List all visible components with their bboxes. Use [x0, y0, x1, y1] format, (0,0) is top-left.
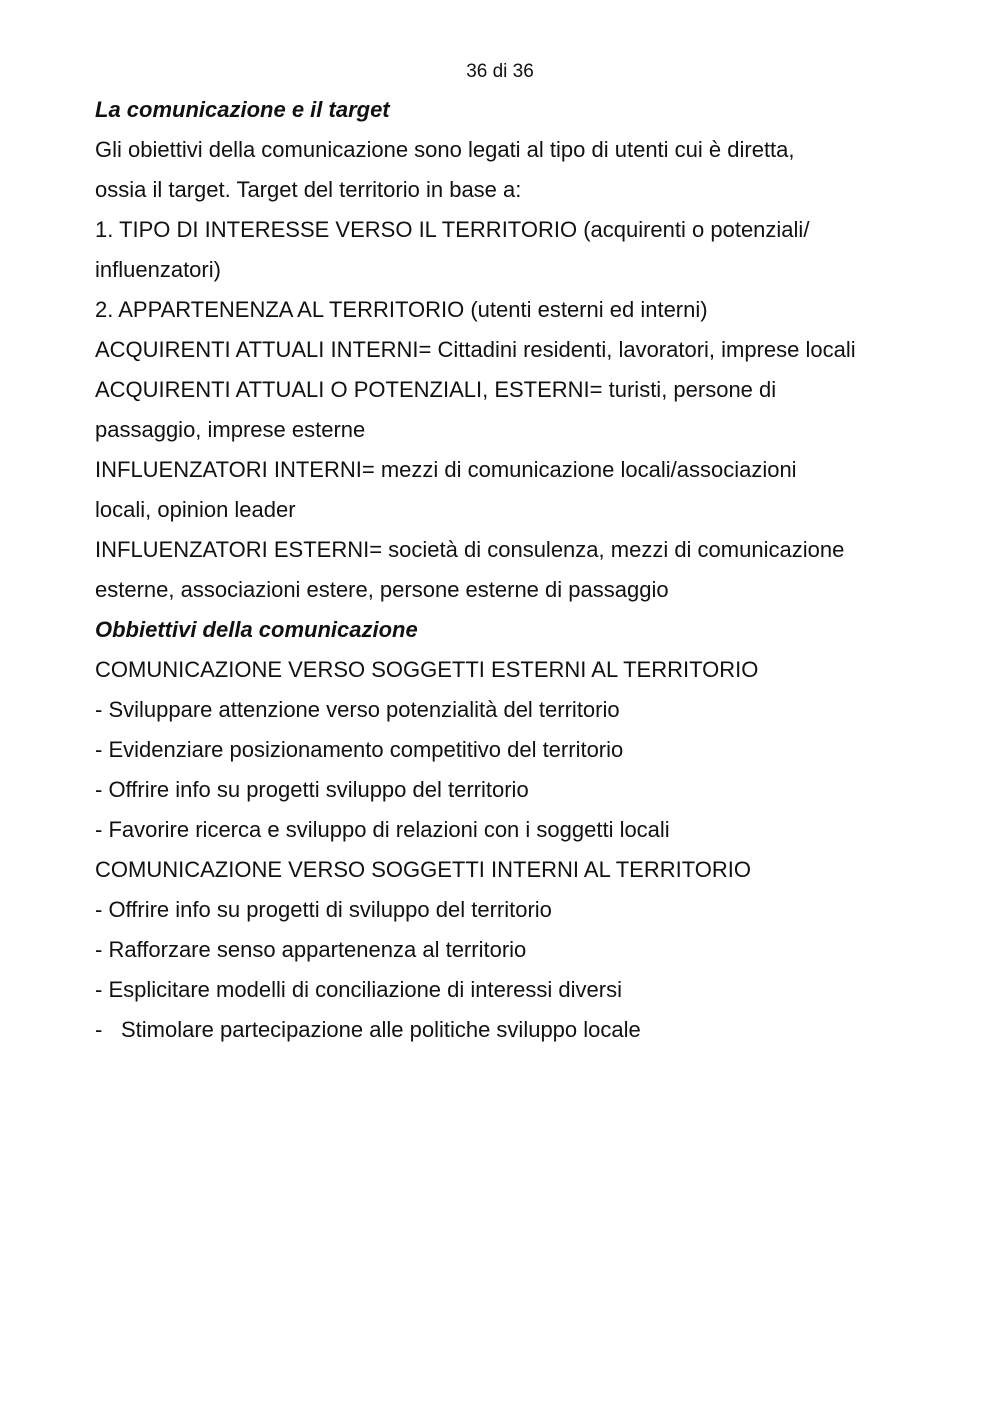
paragraph-line: 2. APPARTENENZA AL TERRITORIO (utenti esterni ed interni): [95, 297, 708, 322]
external-communication-title: COMUNICAZIONE VERSO SOGGETTI ESTERNI AL TERRITORIO: [95, 657, 759, 682]
internal-communication-title: COMUNICAZIONE VERSO SOGGETTI INTERNI AL TERRITORIO: [95, 857, 752, 882]
list-item-text: Stimolare partecipazione alle politiche sviluppo locale: [121, 1017, 641, 1042]
list-item: - Rafforzare senso appartenenza al territorio: [95, 937, 527, 962]
paragraph-line: influenzatori): [95, 257, 221, 282]
list-item: - Offrire info su progetti di sviluppo del territorio: [95, 897, 552, 922]
paragraph-line: 1. TIPO DI INTERESSE VERSO IL TERRITORIO (acquirenti o potenziali/: [95, 217, 810, 242]
list-item: - Sviluppare attenzione verso potenzialità del territorio: [95, 697, 620, 722]
list-dash: -: [95, 1017, 103, 1042]
list-item-last: [95, 1010, 915, 1050]
document-body: [95, 90, 915, 1050]
paragraph-line: ACQUIRENTI ATTUALI O POTENZIALI, ESTERNI= turisti, persone di: [95, 377, 777, 402]
section-heading-objectives: Obbiettivi della comunicazione: [95, 617, 418, 642]
paragraph-line: INFLUENZATORI ESTERNI= società di consulenza, mezzi di comunicazione: [95, 537, 845, 562]
list-item: - Esplicitare modelli di conciliazione di interessi diversi: [95, 977, 622, 1002]
paragraph-line: locali, opinion leader: [95, 497, 296, 522]
section-heading-target: La comunicazione e il target: [95, 97, 390, 122]
list-item: - Evidenziare posizionamento competitivo del territorio: [95, 737, 624, 762]
paragraph-line: INFLUENZATORI INTERNI= mezzi di comunicazione locali/associazioni: [95, 457, 797, 482]
paragraph-line: esterne, associazioni estere, persone esterne di passaggio: [95, 577, 669, 602]
paragraph-line: passaggio, imprese esterne: [95, 417, 366, 442]
list-item: - Favorire ricerca e sviluppo di relazioni con i soggetti locali: [95, 817, 670, 842]
page-number: 36 di 36: [466, 61, 534, 82]
paragraph-line: Gli obiettivi della comunicazione sono legati al tipo di utenti cui è diretta,: [95, 137, 795, 162]
paragraph-line: ossia il target. Target del territorio in base a:: [95, 177, 522, 202]
paragraph-line: ACQUIRENTI ATTUALI INTERNI= Cittadini residenti, lavoratori, imprese locali: [95, 337, 856, 362]
list-item: - Offrire info su progetti sviluppo del territorio: [95, 777, 529, 802]
